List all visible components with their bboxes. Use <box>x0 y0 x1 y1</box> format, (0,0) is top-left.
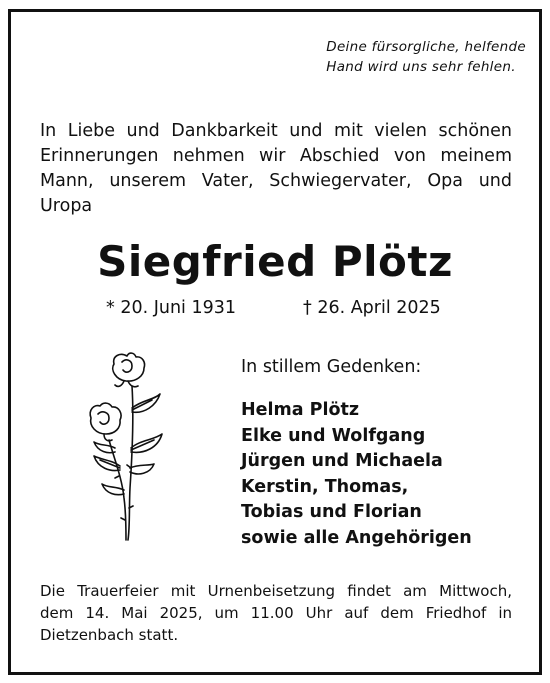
funeral-info-line: dem 14. Mai 2025, um 11.00 Uhr auf dem Friedhof in <box>40 604 512 622</box>
quote-line: Hand wird uns sehr fehlen. <box>326 59 516 75</box>
death-date: † 26. April 2025 <box>303 298 441 318</box>
quote-line: Deine fürsorgliche, helfende <box>326 39 526 55</box>
funeral-info <box>40 580 512 646</box>
mourner-entry: Elke und Wolfgang <box>241 425 426 446</box>
deceased-name: Siegfried Plötz <box>97 237 453 286</box>
memorial-heading: In stillem Gedenken: <box>241 357 422 377</box>
birth-date: * 20. Juni 1931 <box>106 298 237 318</box>
memorial-quote <box>326 37 526 77</box>
mourner-entry: Jürgen und Michaela <box>241 451 443 471</box>
funeral-info-line: Dietzenbach statt. <box>40 626 179 644</box>
intro-line: In Liebe und Dankbarkeit und mit vielen schönen <box>40 121 512 141</box>
mourners-list <box>241 398 472 551</box>
intro-line: Erinnerungen nehmen wir Abschied von meinem <box>40 146 512 166</box>
mourner-entry: Kerstin, Thomas, <box>241 476 409 497</box>
mourner-entry: Helma Plötz <box>241 400 360 420</box>
intro-line: Uropa <box>40 196 93 216</box>
mourner-entry: Tobias und Florian <box>241 502 422 522</box>
rose-icon <box>82 348 188 546</box>
notice-border <box>8 9 542 675</box>
funeral-info-line: Die Trauerfeier mit Urnenbeisetzung findet am Mittwoch, <box>40 582 512 600</box>
intro-line: Mann, unserem Vater, Schwiegervater, Opa und <box>40 171 512 191</box>
mourner-entry: sowie alle Angehörigen <box>241 527 472 548</box>
intro-text <box>40 119 512 219</box>
